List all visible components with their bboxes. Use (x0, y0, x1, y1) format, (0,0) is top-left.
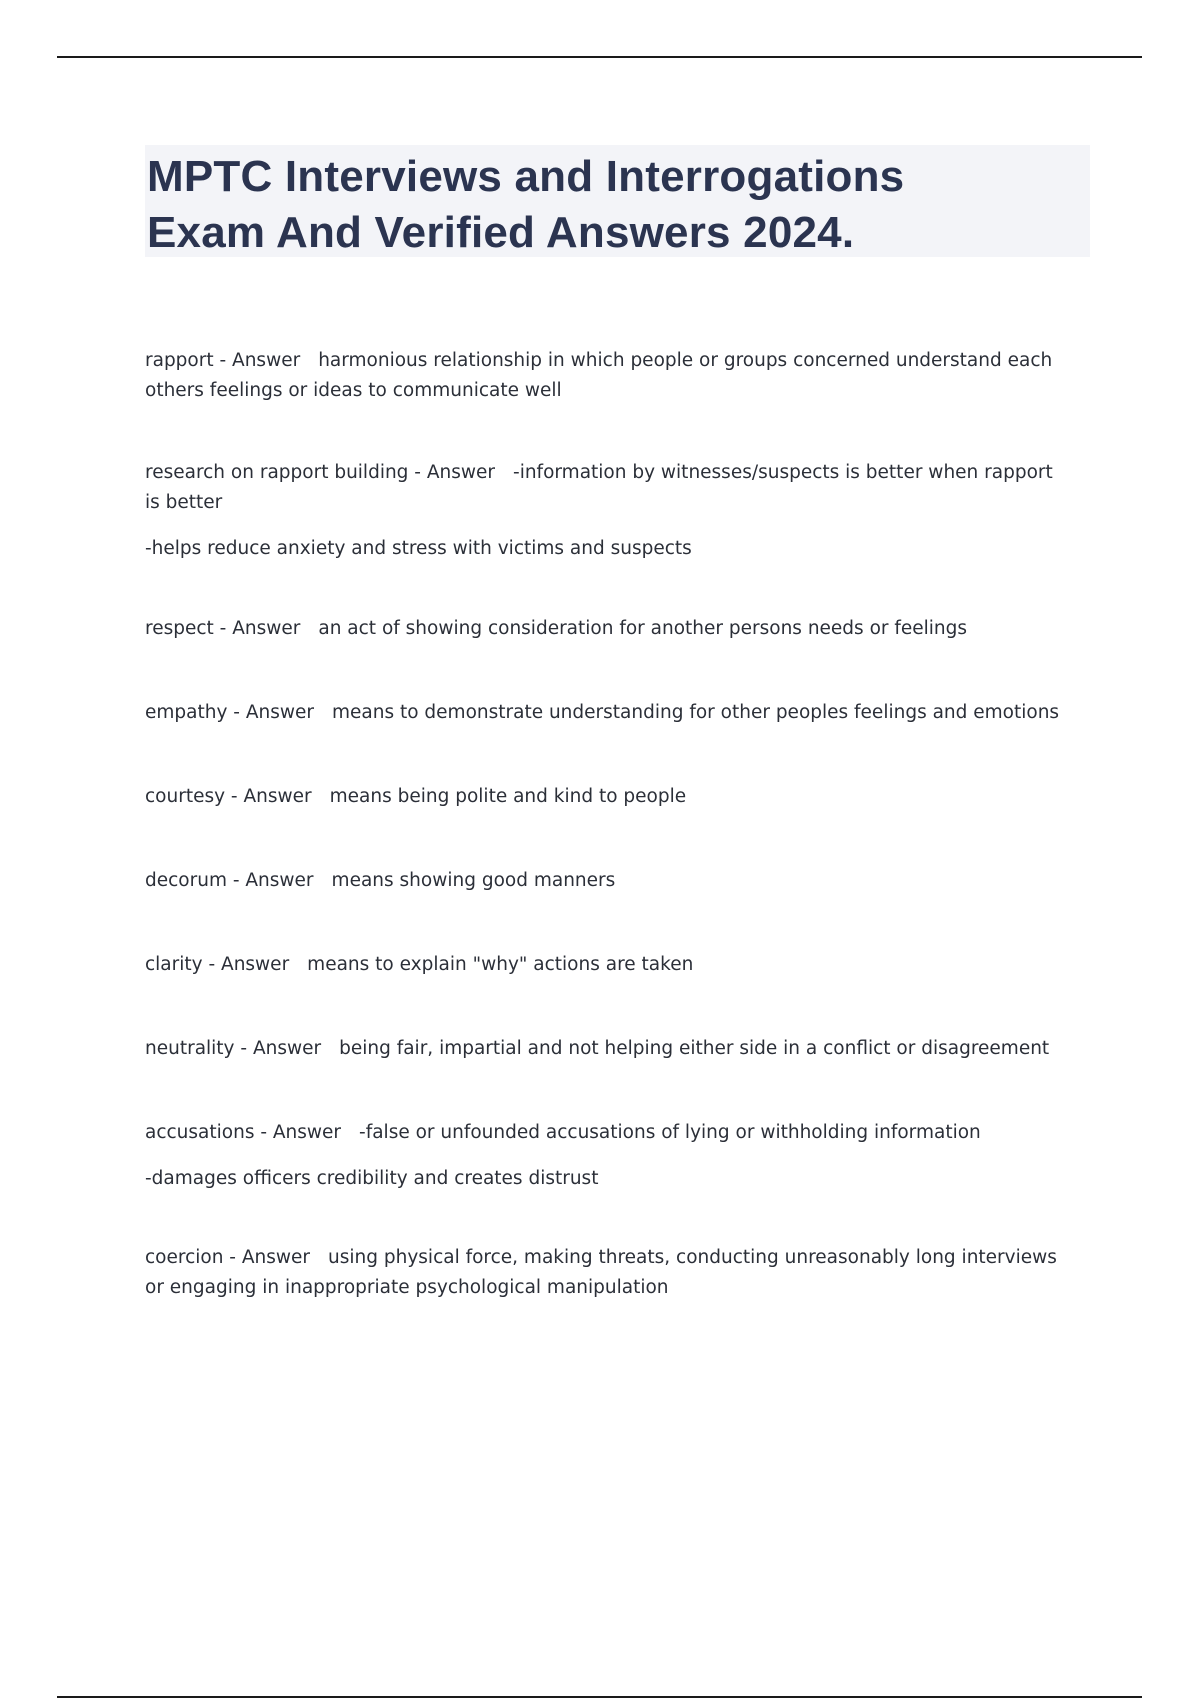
qa-answer-text: being fair, impartial and not helping either side in a conflict or disagreement (339, 1038, 1050, 1059)
qa-term: clarity - Answer (145, 954, 290, 975)
qa-first-line (145, 698, 1065, 728)
qa-answer-text: -information by witnesses/suspects is better when rapport is better (145, 462, 1053, 513)
qa-term: neutrality - Answer (145, 1038, 322, 1059)
qa-answer-text: -helps reduce anxiety and stress with victims and suspects (145, 538, 692, 559)
qa-first-line (145, 458, 1065, 518)
qa-answer-text: means to explain "why" actions are taken (307, 954, 694, 975)
title-banner (145, 145, 1090, 257)
qa-answer-text: using physical force, making threats, conducting unreasonably long interviews or engaging in inappropriate psychological manipulation (145, 1247, 1057, 1298)
qa-entry (145, 458, 1065, 564)
qa-entry (145, 1034, 1065, 1064)
qa-term: rapport - Answer (145, 350, 301, 371)
qa-answer-text: harmonious relationship in which people or groups concerned understand each others feelings or ideas to communicate well (145, 350, 1053, 401)
qa-first-line (145, 1034, 1065, 1064)
qa-first-line (145, 346, 1065, 406)
document-title (147, 149, 1088, 261)
qa-answer-text: an act of showing consideration for another persons needs or feelings (318, 618, 968, 639)
qa-entry (145, 782, 1065, 812)
top-rule (57, 56, 1142, 58)
qa-term: accusations - Answer (145, 1122, 342, 1143)
title-line-2: Exam And Verified Answers 2024. (147, 208, 855, 257)
qa-first-line (145, 1118, 1065, 1148)
qa-first-line (145, 614, 1065, 644)
qa-term: coercion - Answer (145, 1247, 311, 1268)
qa-entry (145, 698, 1065, 728)
qa-answer-text: means being polite and kind to people (329, 786, 687, 807)
qa-first-line (145, 866, 1065, 896)
qa-answer-text: -false or unfounded accusations of lying or withholding information (359, 1122, 981, 1143)
qa-term: research on rapport building - Answer (145, 462, 496, 483)
qa-first-line (145, 782, 1065, 812)
qa-continuation-line (145, 1164, 1065, 1194)
qa-entry (145, 346, 1065, 406)
qa-entry (145, 866, 1065, 896)
qa-entry (145, 1118, 1065, 1194)
qa-answer-text: -damages officers credibility and creates distrust (145, 1168, 599, 1189)
qa-term: respect - Answer (145, 618, 301, 639)
qa-entry (145, 950, 1065, 980)
qa-first-line (145, 950, 1065, 980)
qa-continuation-line (145, 534, 1065, 564)
qa-entry (145, 1243, 1065, 1303)
title-line-1: MPTC Interviews and Interrogations (147, 152, 905, 201)
qa-entry (145, 614, 1065, 644)
bottom-rule (57, 1696, 1142, 1698)
qa-answer-text: means to demonstrate understanding for other peoples feelings and emotions (331, 702, 1060, 723)
qa-term: courtesy - Answer (145, 786, 312, 807)
qa-term: empathy - Answer (145, 702, 314, 723)
qa-term: decorum - Answer (145, 870, 314, 891)
qa-first-line (145, 1243, 1065, 1303)
qa-answer-text: means showing good manners (331, 870, 616, 891)
